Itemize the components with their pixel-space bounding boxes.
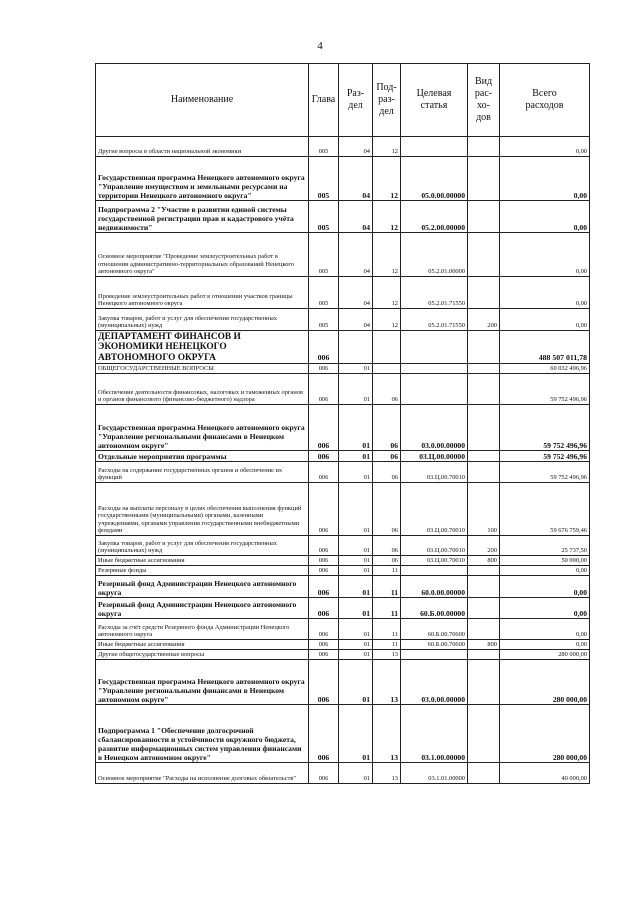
cell-chapter: 006 bbox=[309, 576, 339, 598]
cell-subsection: 06 bbox=[373, 451, 401, 462]
cell-total: 488 507 011,78 bbox=[500, 331, 590, 364]
cell-total: 25 737,50 bbox=[500, 536, 590, 556]
cell-total: 59 676 759,46 bbox=[500, 483, 590, 536]
cell-chapter: 006 bbox=[309, 763, 339, 784]
cell-target-article: 03.Ц.00.70010 bbox=[401, 483, 468, 536]
cell-target-article: 03.0.00.00000 bbox=[401, 660, 468, 705]
cell-section: 01 bbox=[339, 576, 373, 598]
cell-subsection: 12 bbox=[373, 233, 401, 277]
table-body bbox=[96, 137, 590, 784]
cell-expense-type bbox=[468, 277, 500, 309]
cell-subsection: 06 bbox=[373, 536, 401, 556]
cell-subsection bbox=[373, 331, 401, 364]
cell-section: 01 bbox=[339, 451, 373, 462]
cell-total: 0,00 bbox=[500, 640, 590, 650]
cell-section: 04 bbox=[339, 201, 373, 233]
cell-target-article bbox=[401, 650, 468, 660]
cell-section: 01 bbox=[339, 660, 373, 705]
table-row bbox=[96, 137, 590, 157]
cell-subsection: 06 bbox=[373, 462, 401, 483]
cell-name: Резервные фонды bbox=[96, 566, 309, 576]
cell-subsection: 13 bbox=[373, 763, 401, 784]
page-number: 4 bbox=[317, 40, 323, 52]
table-row bbox=[96, 451, 590, 462]
cell-total: 59 752 496,96 bbox=[500, 374, 590, 405]
cell-total: 280 000,00 bbox=[500, 705, 590, 763]
cell-chapter: 006 bbox=[309, 640, 339, 650]
cell-subsection: 11 bbox=[373, 619, 401, 640]
cell-section: 01 bbox=[339, 536, 373, 556]
cell-subsection: 12 bbox=[373, 137, 401, 157]
cell-name: Расходы на выплаты персоналу в целях обеспечения выполнения функций государственными (муниципальными) органами, казенными учреждениями, органами управления государственными внебюджетными фондами bbox=[96, 483, 309, 536]
cell-total: 59 752 496,96 bbox=[500, 462, 590, 483]
cell-total: 280 000,00 bbox=[500, 650, 590, 660]
cell-subsection: 06 bbox=[373, 483, 401, 536]
cell-expense-type bbox=[468, 201, 500, 233]
cell-target-article: 60.0.00.00000 bbox=[401, 576, 468, 598]
cell-name: Закупка товаров, работ и услуг для обеспечения государственных (муниципальных) нужд bbox=[96, 309, 309, 331]
budget-table bbox=[95, 63, 590, 784]
cell-chapter: 006 bbox=[309, 462, 339, 483]
cell-chapter: 006 bbox=[309, 705, 339, 763]
cell-subsection: 11 bbox=[373, 566, 401, 576]
cell-subsection: 11 bbox=[373, 640, 401, 650]
cell-name: Основное мероприятие "Расходы на исполнение долговых обязательств" bbox=[96, 763, 309, 784]
cell-section: 01 bbox=[339, 650, 373, 660]
cell-subsection bbox=[373, 364, 401, 374]
cell-name: Другие вопросы в области национальной экономики bbox=[96, 137, 309, 157]
cell-section: 01 bbox=[339, 462, 373, 483]
cell-expense-type bbox=[468, 705, 500, 763]
cell-target-article: 03.Ц.00.70010 bbox=[401, 556, 468, 566]
cell-name: Закупка товаров, работ и услуг для обеспечения государственных (муниципальных) нужд bbox=[96, 536, 309, 556]
cell-expense-type: 200 bbox=[468, 309, 500, 331]
cell-target-article: 05.2.01.00000 bbox=[401, 233, 468, 277]
cell-name: Иные бюджетные ассигнования bbox=[96, 556, 309, 566]
cell-name: ДЕПАРТАМЕНТ ФИНАНСОВ И ЭКОНОМИКИ НЕНЕЦКОГО АВТОНОМНОГО ОКРУГА bbox=[96, 331, 309, 364]
cell-expense-type bbox=[468, 660, 500, 705]
table-row bbox=[96, 566, 590, 576]
cell-total: 0,00 bbox=[500, 277, 590, 309]
cell-section: 04 bbox=[339, 309, 373, 331]
cell-target-article: 05.0.00.00000 bbox=[401, 157, 468, 201]
cell-section: 01 bbox=[339, 640, 373, 650]
cell-chapter: 006 bbox=[309, 556, 339, 566]
cell-target-article: 60.Б.00.00000 bbox=[401, 598, 468, 619]
cell-chapter: 005 bbox=[309, 157, 339, 201]
cell-section: 04 bbox=[339, 157, 373, 201]
cell-expense-type bbox=[468, 374, 500, 405]
cell-expense-type bbox=[468, 566, 500, 576]
cell-section: 01 bbox=[339, 566, 373, 576]
cell-section: 04 bbox=[339, 233, 373, 277]
cell-target-article: 60.Б.00.70600 bbox=[401, 640, 468, 650]
cell-subsection: 06 bbox=[373, 405, 401, 451]
cell-subsection: 12 bbox=[373, 309, 401, 331]
table-row bbox=[96, 405, 590, 451]
table-row bbox=[96, 536, 590, 556]
header-expense-type: Вид рас- хо- дов bbox=[468, 64, 500, 137]
table-row bbox=[96, 763, 590, 784]
cell-expense-type: 200 bbox=[468, 536, 500, 556]
cell-chapter: 006 bbox=[309, 331, 339, 364]
cell-expense-type bbox=[468, 364, 500, 374]
cell-section: 01 bbox=[339, 374, 373, 405]
table-row bbox=[96, 556, 590, 566]
cell-total: 0,00 bbox=[500, 137, 590, 157]
cell-section: 01 bbox=[339, 556, 373, 566]
cell-name: Государственная программа Ненецкого автономного округа "Управление имуществом и земельными ресурсами на территории Ненецкого автономного округа" bbox=[96, 157, 309, 201]
cell-target-article: 03.1.01.00000 bbox=[401, 763, 468, 784]
cell-chapter: 005 bbox=[309, 309, 339, 331]
cell-expense-type bbox=[468, 233, 500, 277]
cell-expense-type bbox=[468, 405, 500, 451]
cell-expense-type bbox=[468, 763, 500, 784]
cell-total: 0,00 bbox=[500, 233, 590, 277]
cell-name: Расходы за счёт средств Резервного фонда Администрации Ненецкого автономного округа bbox=[96, 619, 309, 640]
table-row bbox=[96, 201, 590, 233]
cell-expense-type: 800 bbox=[468, 556, 500, 566]
cell-name: Подпрограмма 2 "Участие в развитии единой системы государственной регистрации прав и кадастрового учёта недвижимости" bbox=[96, 201, 309, 233]
header-subsection: Под- раз- дел bbox=[373, 64, 401, 137]
cell-target-article bbox=[401, 374, 468, 405]
table-row bbox=[96, 598, 590, 619]
cell-target-article bbox=[401, 566, 468, 576]
cell-target-article bbox=[401, 364, 468, 374]
cell-chapter: 006 bbox=[309, 536, 339, 556]
cell-subsection: 12 bbox=[373, 157, 401, 201]
cell-target-article: 03.Ц.00.70010 bbox=[401, 536, 468, 556]
cell-subsection: 13 bbox=[373, 650, 401, 660]
header-total: Всего расходов bbox=[500, 64, 590, 137]
cell-chapter: 006 bbox=[309, 405, 339, 451]
cell-section: 01 bbox=[339, 405, 373, 451]
cell-chapter: 006 bbox=[309, 364, 339, 374]
table-row bbox=[96, 233, 590, 277]
cell-section: 01 bbox=[339, 705, 373, 763]
cell-chapter: 005 bbox=[309, 137, 339, 157]
cell-section: 01 bbox=[339, 598, 373, 619]
cell-chapter: 006 bbox=[309, 660, 339, 705]
cell-chapter: 006 bbox=[309, 650, 339, 660]
cell-expense-type bbox=[468, 331, 500, 364]
cell-subsection: 06 bbox=[373, 556, 401, 566]
header-chapter: Глава bbox=[309, 64, 339, 137]
header-target-article: Целевая статья bbox=[401, 64, 468, 137]
cell-name: Резервный фонд Администрации Ненецкого автономного округа bbox=[96, 576, 309, 598]
cell-expense-type: 100 bbox=[468, 483, 500, 536]
cell-target-article: 03.0.00.00000 bbox=[401, 405, 468, 451]
cell-target-article bbox=[401, 331, 468, 364]
cell-name: Другие общегосударственные вопросы bbox=[96, 650, 309, 660]
table-row bbox=[96, 462, 590, 483]
cell-name: Отдельные мероприятия программы bbox=[96, 451, 309, 462]
table-row bbox=[96, 660, 590, 705]
cell-expense-type bbox=[468, 157, 500, 201]
cell-chapter: 006 bbox=[309, 598, 339, 619]
cell-subsection: 12 bbox=[373, 201, 401, 233]
cell-expense-type bbox=[468, 576, 500, 598]
cell-name: Резервный фонд Администрации Ненецкого автономного округа bbox=[96, 598, 309, 619]
cell-total: 0,00 bbox=[500, 566, 590, 576]
cell-total: 40 000,00 bbox=[500, 763, 590, 784]
cell-total: 59 752 496,96 bbox=[500, 405, 590, 451]
cell-total: 59 752 496,96 bbox=[500, 451, 590, 462]
header-name: Наименование bbox=[96, 64, 309, 137]
cell-subsection: 13 bbox=[373, 660, 401, 705]
cell-total: 60 032 496,96 bbox=[500, 364, 590, 374]
cell-subsection: 13 bbox=[373, 705, 401, 763]
cell-expense-type bbox=[468, 619, 500, 640]
cell-chapter: 005 bbox=[309, 201, 339, 233]
cell-name: Расходы на содержание государственных органов и обеспечение их функций bbox=[96, 462, 309, 483]
cell-target-article: 05.2.01.71550 bbox=[401, 277, 468, 309]
cell-subsection: 06 bbox=[373, 374, 401, 405]
cell-section: 01 bbox=[339, 763, 373, 784]
cell-name: Проведение землеустроительных работ в отношении участков границы Ненецкого автономного округа bbox=[96, 277, 309, 309]
cell-target-article bbox=[401, 137, 468, 157]
cell-name: ОБЩЕГОСУДАРСТВЕННЫЕ ВОПРОСЫ bbox=[96, 364, 309, 374]
cell-target-article: 60.Б.00.70600 bbox=[401, 619, 468, 640]
header-section: Раз- дел bbox=[339, 64, 373, 137]
cell-section: 01 bbox=[339, 619, 373, 640]
cell-section: 04 bbox=[339, 277, 373, 309]
table-row bbox=[96, 374, 590, 405]
cell-name: Обеспечение деятельности финансовых, налоговых и таможенных органов и органов финансового (финансово-бюджетного) надзора bbox=[96, 374, 309, 405]
cell-section: 04 bbox=[339, 137, 373, 157]
cell-expense-type: 800 bbox=[468, 640, 500, 650]
cell-expense-type bbox=[468, 137, 500, 157]
cell-chapter: 006 bbox=[309, 374, 339, 405]
cell-expense-type bbox=[468, 598, 500, 619]
cell-chapter: 006 bbox=[309, 619, 339, 640]
cell-chapter: 006 bbox=[309, 566, 339, 576]
table-row bbox=[96, 157, 590, 201]
cell-subsection: 11 bbox=[373, 598, 401, 619]
cell-total: 0,00 bbox=[500, 619, 590, 640]
cell-total: 50 000,00 bbox=[500, 556, 590, 566]
cell-target-article: 05.2.01.71550 bbox=[401, 309, 468, 331]
table-row bbox=[96, 364, 590, 374]
cell-name: Государственная программа Ненецкого автономного округа "Управление региональными финансами в Ненецком автономном округе" bbox=[96, 660, 309, 705]
cell-expense-type bbox=[468, 451, 500, 462]
cell-total: 0,00 bbox=[500, 157, 590, 201]
cell-target-article: 05.2.00.00000 bbox=[401, 201, 468, 233]
table-row bbox=[96, 483, 590, 536]
cell-name: Подпрограмма 1 "Обеспечение долгосрочной сбалансированности и устойчивости окружного бюджета, развитие информационных систем управления финансами в Ненецком автономном округе" bbox=[96, 705, 309, 763]
cell-total: 0,00 bbox=[500, 309, 590, 331]
cell-section: 01 bbox=[339, 364, 373, 374]
cell-name: Основное мероприятие "Проведение землеустроительных работ в отношении административно-территориальных образований Ненецкого автономного округа" bbox=[96, 233, 309, 277]
table-row bbox=[96, 650, 590, 660]
cell-total: 0,00 bbox=[500, 201, 590, 233]
cell-total: 0,00 bbox=[500, 598, 590, 619]
table-row bbox=[96, 277, 590, 309]
cell-subsection: 11 bbox=[373, 576, 401, 598]
cell-subsection: 12 bbox=[373, 277, 401, 309]
cell-name: Иные бюджетные ассигнования bbox=[96, 640, 309, 650]
cell-chapter: 005 bbox=[309, 277, 339, 309]
cell-target-article: 03.1.00.00000 bbox=[401, 705, 468, 763]
cell-section: 01 bbox=[339, 483, 373, 536]
table-row bbox=[96, 619, 590, 640]
cell-chapter: 005 bbox=[309, 233, 339, 277]
table-row bbox=[96, 705, 590, 763]
table-row bbox=[96, 309, 590, 331]
cell-chapter: 006 bbox=[309, 451, 339, 462]
cell-target-article: 03.Ц.00.70010 bbox=[401, 462, 468, 483]
cell-expense-type bbox=[468, 650, 500, 660]
table-row bbox=[96, 640, 590, 650]
cell-target-article: 03.Ц.00.00000 bbox=[401, 451, 468, 462]
table-row bbox=[96, 576, 590, 598]
cell-total: 280 000,00 bbox=[500, 660, 590, 705]
table-row bbox=[96, 331, 590, 364]
cell-name: Государственная программа Ненецкого автономного округа "Управление региональными финансами в Ненецком автономном округе" bbox=[96, 405, 309, 451]
cell-section bbox=[339, 331, 373, 364]
table-header-row bbox=[96, 64, 590, 137]
cell-total: 0,00 bbox=[500, 576, 590, 598]
cell-expense-type bbox=[468, 462, 500, 483]
cell-chapter: 006 bbox=[309, 483, 339, 536]
